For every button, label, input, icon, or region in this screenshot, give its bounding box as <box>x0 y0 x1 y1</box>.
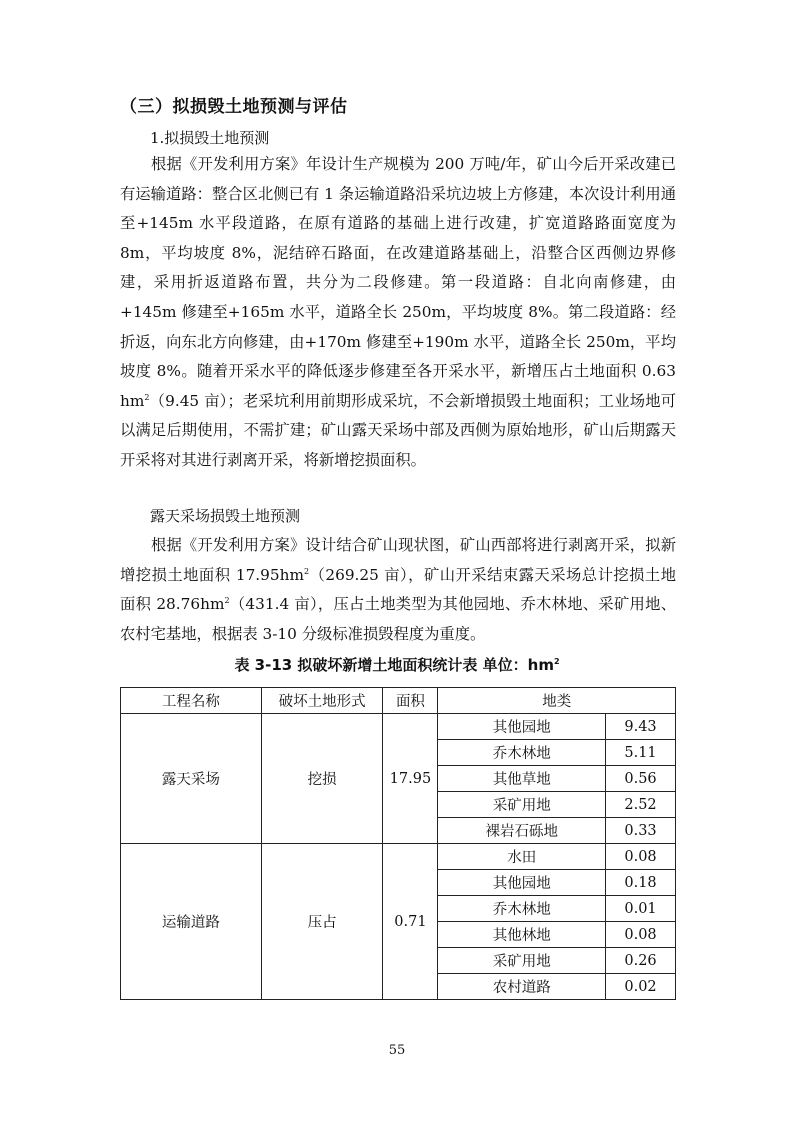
land-value-cell: 0.08 <box>606 922 676 948</box>
land-value-cell: 0.18 <box>606 870 676 896</box>
land-type-cell: 采矿用地 <box>438 948 606 974</box>
paragraph-text: 根据《开发利用方案》年设计生产规模为 200 万吨/年，矿山今后开采改建已有运输道路：整合区北侧已有 1 条运输道路沿采坑边坡上方修建，本次设计利用通至+145m 水平段道路，在原有道路的基础上进行改建，扩宽道路路面宽度为 8m，平均坡度 8%，泥结碎石路面，在改建道路基础上，沿整合区西侧边界修建，采用折返道路布置，共分为二段修建。第一段道路：自北向南修建，由+145m 修建至+165m 水平，道路全长 250m，平均坡度 8%。第二段道路：经折返，向东北方向修建，由+170m 修建至+190m 水平，道路全长 250m，平均坡度 8%。随着开采水平的降低逐步修建至各开采水平，新增压占土地面积 0.63 hm <box>120 155 676 410</box>
header-damage-form: 破坏土地形式 <box>261 688 383 714</box>
paragraph-text: （9.45 亩）；老采坑利用前期形成采坑，不会新增损毁土地面积；工业场地可以满足后期使用，不需扩建；矿山露天采场中部及西侧为原始地形，矿山后期露天开采将对其进行剥离开采，将新增挖损面积。 <box>120 391 676 469</box>
header-project-name: 工程名称 <box>121 688 262 714</box>
subsection-heading-prediction: 1.拟损毁土地预测 <box>150 129 270 147</box>
land-value-cell: 9.43 <box>606 714 676 740</box>
land-value-cell: 0.02 <box>606 974 676 1000</box>
page-number: 55 <box>388 1043 406 1058</box>
land-type-cell: 农村道路 <box>438 974 606 1000</box>
land-type-cell: 其他园地 <box>438 870 606 896</box>
damage-form-cell: 挖损 <box>261 714 383 844</box>
table-caption <box>0 654 794 675</box>
damage-form-cell: 压占 <box>261 844 383 1000</box>
land-type-cell: 裸岩石砾地 <box>438 818 606 844</box>
table-row <box>121 844 676 870</box>
superscript: 2 <box>144 392 150 402</box>
paragraph-open-pit <box>120 531 676 649</box>
section-heading: （三）拟损毁土地预测与评估 <box>120 97 348 117</box>
land-value-cell: 0.26 <box>606 948 676 974</box>
table-row <box>121 714 676 740</box>
land-type-cell: 水田 <box>438 844 606 870</box>
land-value-cell: 0.01 <box>606 896 676 922</box>
land-type-cell: 其他草地 <box>438 766 606 792</box>
project-name-cell: 运输道路 <box>121 844 262 1000</box>
project-name-cell: 露天采场 <box>121 714 262 844</box>
land-type-cell: 采矿用地 <box>438 792 606 818</box>
land-value-cell: 0.33 <box>606 818 676 844</box>
area-cell: 0.71 <box>383 844 438 1000</box>
land-type-cell: 其他园地 <box>438 714 606 740</box>
land-value-cell: 0.08 <box>606 844 676 870</box>
header-area: 面积 <box>383 688 438 714</box>
land-type-cell: 其他林地 <box>438 922 606 948</box>
land-value-cell: 5.11 <box>606 740 676 766</box>
land-type-cell: 乔木林地 <box>438 740 606 766</box>
paragraph-text: （431.4 亩），压占土地类型为其他园地、乔木林地、采矿用地、农村宅基地，根据表 3-10 分级标准损毁程度为重度。 <box>120 595 676 643</box>
land-value-cell: 0.56 <box>606 766 676 792</box>
table-header-row <box>121 688 676 714</box>
subsection-heading-open-pit: 露天采场损毁土地预测 <box>150 507 301 525</box>
land-value-cell: 2.52 <box>606 792 676 818</box>
paragraph-text: 根据《开发利用方案》设计结合矿山现状图，矿山西部将进行剥离开采，拟新增挖损土地面积 17.95hm <box>120 536 676 584</box>
land-damage-table <box>120 687 676 1000</box>
paragraph-transport-road <box>120 150 676 476</box>
superscript: 2 <box>224 596 230 606</box>
superscript: 2 <box>553 657 560 666</box>
area-cell: 17.95 <box>383 714 438 844</box>
paragraph-text: （269.25 亩），矿山开采结束露天采场总计挖损土地面积 28.76hm <box>120 565 676 614</box>
caption-text: 表 3-13 拟破坏新增土地面积统计表 单位：hm <box>234 656 554 674</box>
land-type-cell: 乔木林地 <box>438 896 606 922</box>
superscript: 2 <box>304 566 310 576</box>
header-land-type: 地类 <box>438 688 676 714</box>
